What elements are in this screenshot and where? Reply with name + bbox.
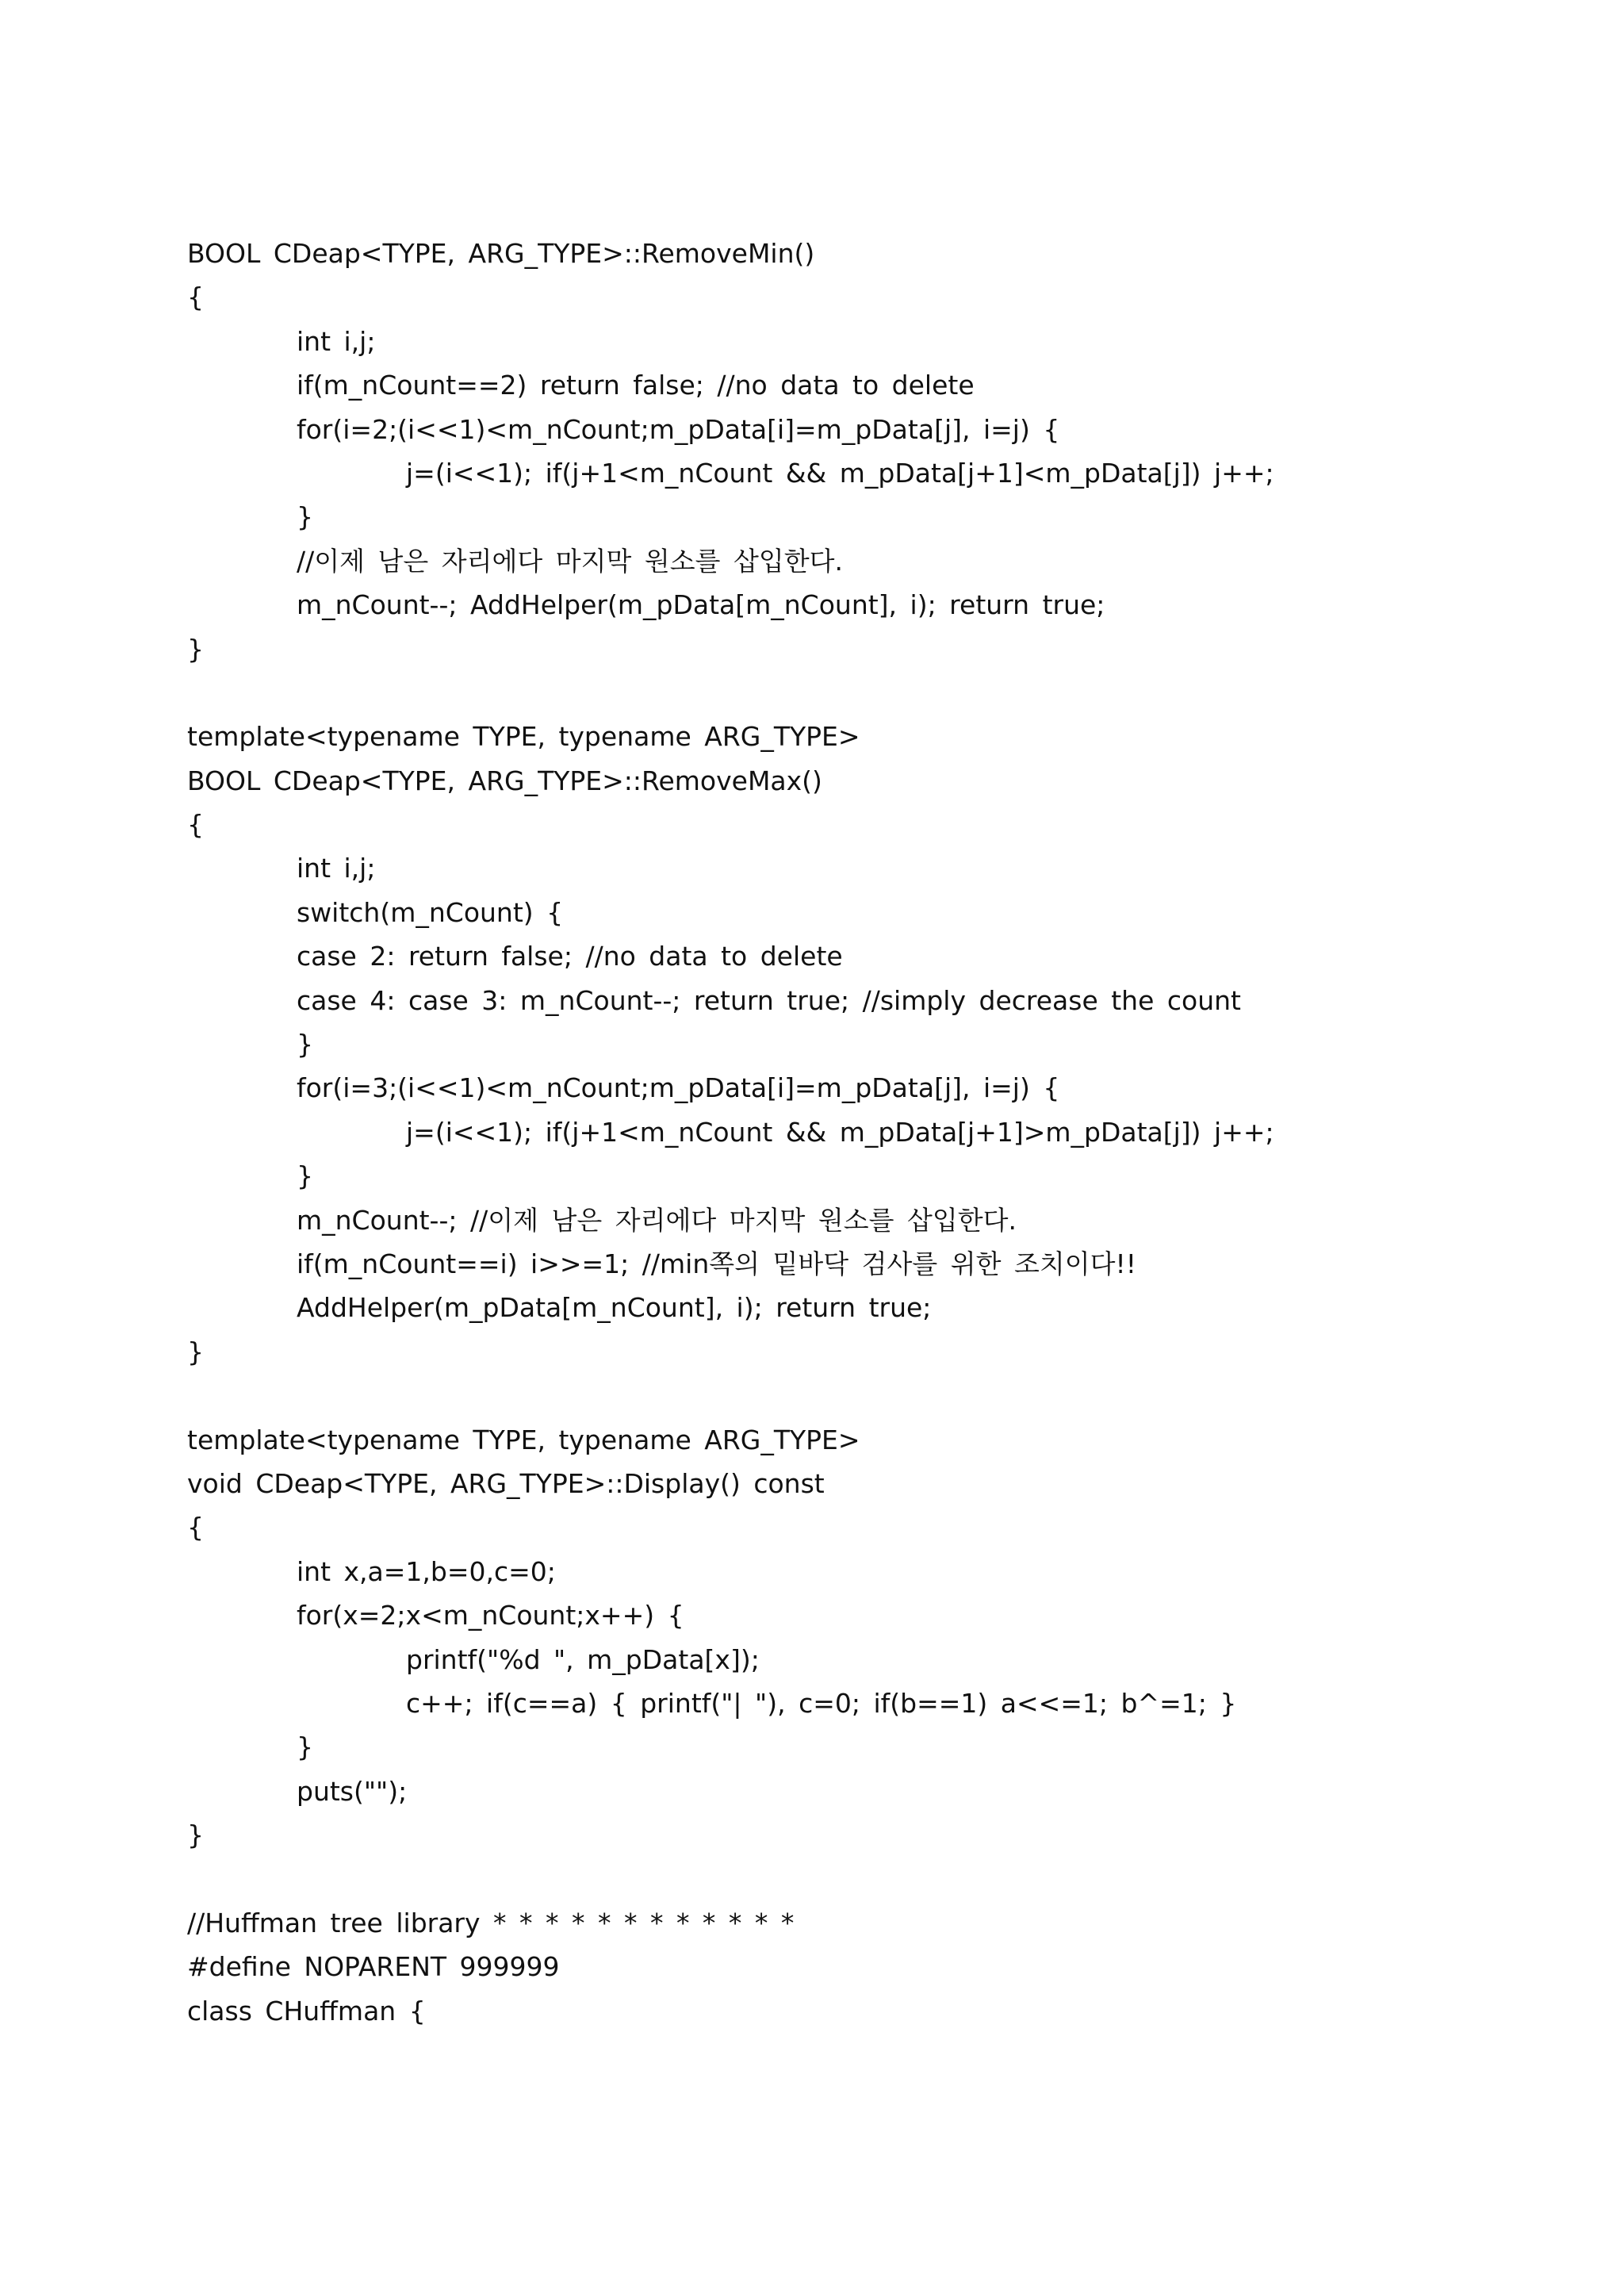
code-line: } [187, 633, 204, 665]
code-line: { [187, 1512, 204, 1543]
code-line: j=(i<<1); if(j+1<m_nCount && m_pData[j+1]>m_pData[j]) j++; [406, 1116, 1274, 1148]
code-line: j=(i<<1); if(j+1<m_nCount && m_pData[j+1]<m_pData[j]) j++; [406, 457, 1274, 489]
code-line: puts(""); [297, 1775, 408, 1807]
code-line: printf("%d ", m_pData[x]); [406, 1643, 760, 1675]
code-line: if(m_nCount==i) i>>=1; //min쪽의 밑바닥 검사를 위한 조치이다!! [297, 1248, 1136, 1279]
code-line: class CHuffman { [187, 1995, 426, 2027]
code-line: { [187, 282, 204, 313]
code-line: } [187, 1819, 204, 1851]
code-line: { [187, 809, 204, 841]
code-line: #define NOPARENT 999999 [187, 1951, 560, 1983]
code-line: void CDeap<TYPE, ARG_TYPE>::Display() const [187, 1467, 825, 1499]
code-line: } [297, 501, 313, 533]
blank-line [187, 1374, 1583, 1417]
code-line: int x,a=1,b=0,c=0; [297, 1555, 556, 1587]
code-line: for(x=2;x<m_nCount;x++) { [297, 1600, 684, 1632]
blank-line [187, 671, 1583, 715]
code-line: case 4: case 3: m_nCount--; return true; //simply decrease the count [297, 984, 1241, 1016]
code-line: m_nCount--; AddHelper(m_pData[m_nCount], i); return true; [297, 589, 1105, 621]
code-line: } [297, 1029, 313, 1060]
code-line: template<typename TYPE, typename ARG_TYPE> [187, 721, 860, 753]
code-line: for(i=3;(i<<1)<m_nCount;m_pData[i]=m_pData[j], i=j) { [297, 1072, 1060, 1104]
code-line: case 2: return false; //no data to delete [297, 941, 843, 972]
code-comment-line: //이제 남은 자리에다 마지막 원소를 삽입한다. [297, 545, 843, 577]
code-line: template<typename TYPE, typename ARG_TYPE> [187, 1424, 860, 1455]
code-line: BOOL CDeap<TYPE, ARG_TYPE>::RemoveMax() [187, 765, 822, 796]
code-line: switch(m_nCount) { [297, 896, 564, 928]
code-line: c++; if(c==a) { printf("| "), c=0; if(b==1) a<<=1; b^=1; } [406, 1687, 1237, 1719]
code-line: } [187, 1336, 204, 1367]
code-line: for(i=2;(i<<1)<m_nCount;m_pData[i]=m_pData[j], i=j) { [297, 413, 1060, 445]
code-listing [187, 232, 1583, 2033]
code-comment-line: //Huffman tree library * * * * * * * * * * * * [187, 1907, 795, 1938]
blank-line [187, 1857, 1583, 1900]
code-line: int i,j; [297, 325, 376, 357]
code-line: } [297, 1731, 313, 1763]
code-line: if(m_nCount==2) return false; //no data to delete [297, 370, 975, 401]
code-line: BOOL CDeap<TYPE, ARG_TYPE>::RemoveMin() [187, 238, 815, 269]
code-line: int i,j; [297, 853, 376, 884]
code-line: AddHelper(m_pData[m_nCount], i); return true; [297, 1292, 932, 1324]
code-line: m_nCount--; //이제 남은 자리에다 마지막 원소를 삽입한다. [297, 1204, 1017, 1236]
code-line: } [297, 1160, 313, 1192]
